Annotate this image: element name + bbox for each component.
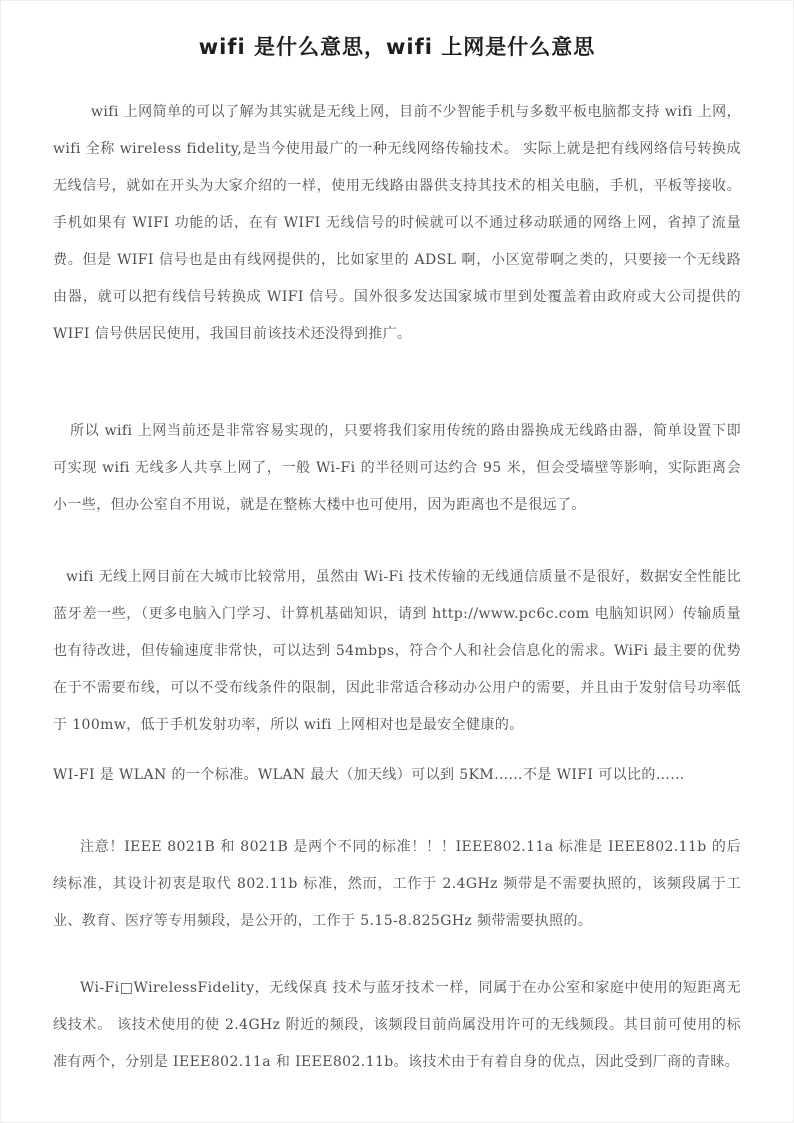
paragraph-ieee-standards: 注意！IEEE 8021B 和 8021B 是两个不同的标准！！！IEEE802.11a 标准是 IEEE802.11b 的后续标准，其设计初衷是取代 802.11b 标准，然而，工作于 2.4GHz 频带是不需要执照的，该频段属于工业、教育、医疗等专用频段，是公开的，工作于 5.15-8.825GHz 频带需要执照的。 — [53, 839, 741, 930]
paragraph-wlan-note: WI-FI 是 WLAN 的一个标准。WLAN 最大（加天线）可以到 5KM……不是 WIFI 可以比的…… — [53, 767, 685, 784]
paragraph-wireless-fidelity: Wi-Fi□WirelessFidelity，无线保真 技术与蓝牙技术一样，同属于在办公室和家庭中使用的短距离无线技术。 该技术使用的使 2.4GHz 附近的频段，该频段目前尚属没用许可的无线频段。其目前可使用的标准有两个，分别是 IEEE802.11a 和 IEEE802.11b。该技术由于有着自身的优点，因此受到厂商的青睐。 — [53, 980, 741, 1071]
document-title: wifi 是什么意思，wifi 上网是什么意思 — [198, 35, 596, 59]
paragraph-wifi-usage: wifi 无线上网目前在大城市比较常用，虽然由 Wi-Fi 技术传输的无线通信质量不是很好，数据安全性能比蓝牙差一些，（更多电脑入门学习、计算机基础知识，请到 http://www.pc6c.com 电脑知识网）传输质量也有待改进，但传输速度非常快，可以达到 54mbps，符合个人和社会信息化的需求。WiFi 最主要的优势在于不需要布线，可以不受布线条件的限制，因此非常适合移动办公用户的需要，并且由于发射信号功率低于 100mw，低于手机发射功率，所以 wifi 上网相对也是最安全健康的。 — [53, 569, 741, 734]
paragraph-wifi-setup: 所以 wifi 上网当前还是非常容易实现的，只要将我们家用传统的路由器换成无线路由器，简单设置下即可实现 wifi 无线多人共享上网了，一般 Wi-Fi 的半径则可达约合 95 米，但会受墙壁等影响，实际距离会小一些，但办公室自不用说，就是在整栋大楼中也可使用，因为距离也不是很远了。 — [53, 423, 741, 514]
paragraph-wifi-intro: wifi 上网简单的可以了解为其实就是无线上网，目前不少智能手机与多数平板电脑都支持 wifi 上网，wifi 全称 wireless fidelity,是当今使用最广的一种无线网络传输技术。 实际上就是把有线网络信号转换成无线信号，就如在开头为大家介绍的一样，使用无线路由器供支持其技术的相关电脑，手机，平板等接收。手机如果有 WIFI 功能的话，在有 WIFI 无线信号的时候就可以不通过移动联通的网络上网，省掉了流量费。但是 WIFI 信号也是由有线网提供的，比如家里的 ADSL 啊，小区宽带啊之类的，只要接一个无线路由器，就可以把有线信号转换成 WIFI 信号。国外很多发达国家城市里到处覆盖着由政府或大公司提供的 WIFI 信号供居民使用，我国目前该技术还没得到推广。 — [53, 104, 741, 343]
